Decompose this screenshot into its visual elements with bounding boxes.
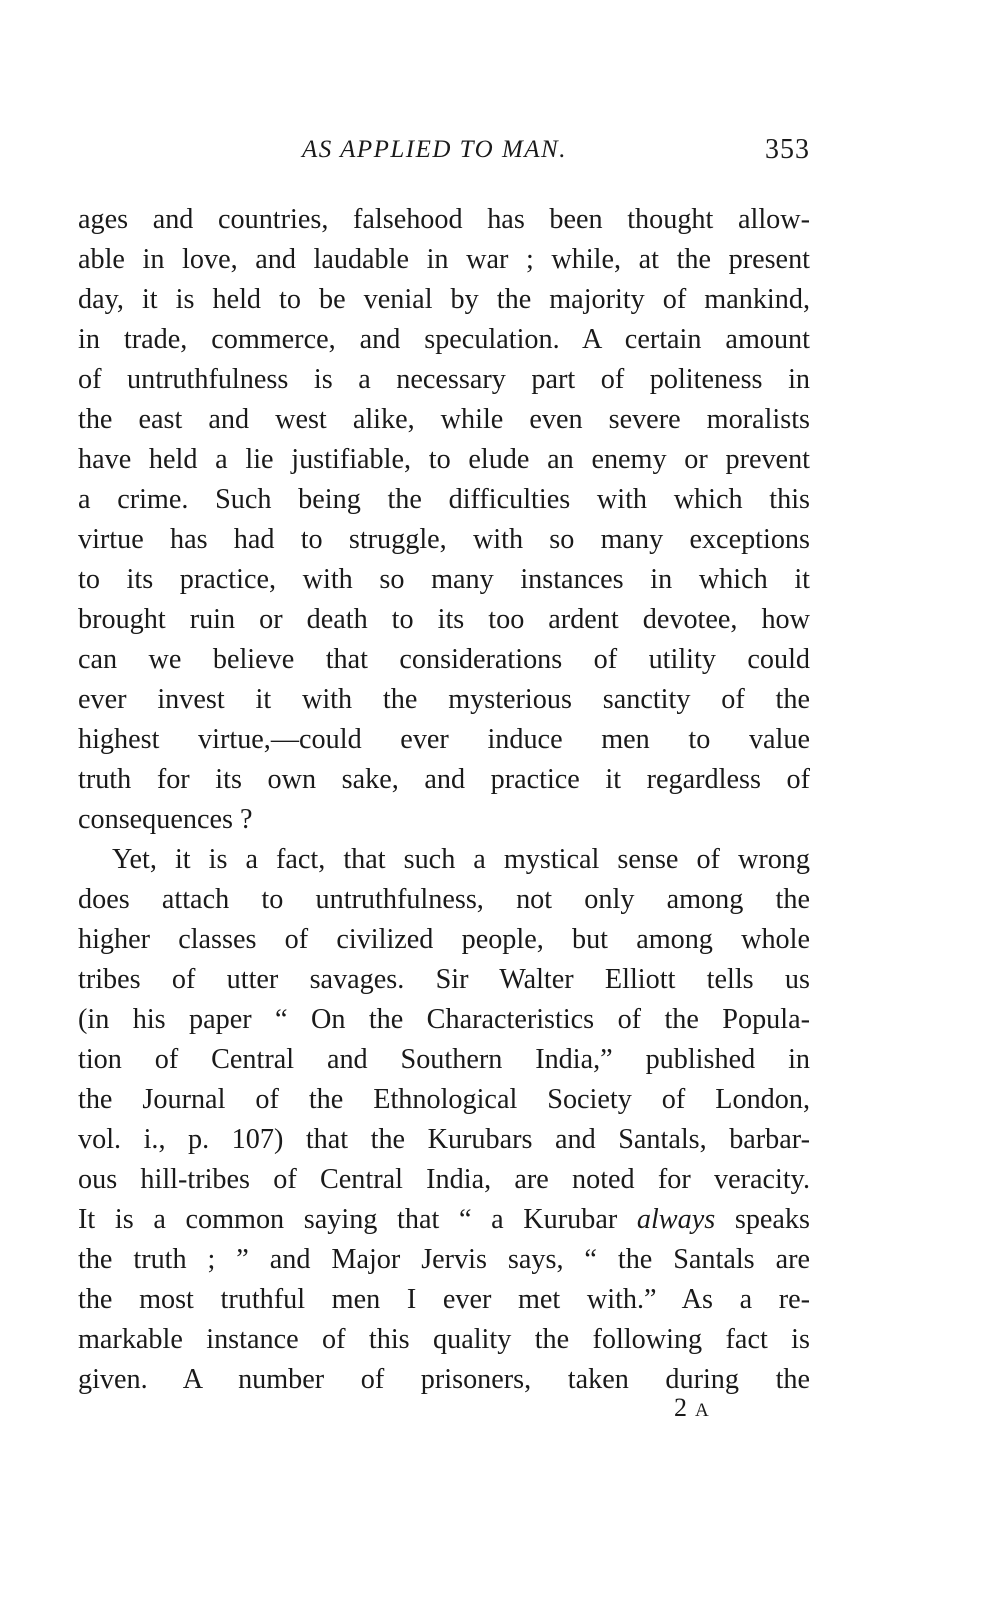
body-text [78,200,810,1400]
text-line: brought ruin or death to its too ardent devotee, how [78,604,810,635]
running-head [78,134,810,168]
text-line: the east and west alike, while even severe moralists [78,404,810,435]
text-line: to its practice, with so many instances in which it [78,564,810,595]
text-line: have held a lie justifiable, to elude an enemy or prevent [78,444,810,475]
signature-mark [674,1393,711,1423]
text-line: ous hill-tribes of Central India, are noted for veracity. [78,1164,810,1195]
text-line: virtue has had to struggle, with so many exceptions [78,524,810,555]
text-line: tribes of utter savages. Sir Walter Elliott tells us [78,964,810,995]
running-title: AS APPLIED TO MAN. [302,136,567,163]
text-line: truth for its own sake, and practice it regardless of [78,764,810,795]
text-line: does attach to untruthfulness, not only among the [78,884,810,915]
text-line: consequences ? [78,804,253,835]
text-line: vol. i., p. 107) that the Kurubars and Santals, barbar- [78,1124,810,1155]
page-number: 353 [765,134,810,165]
text-segment: speaks [734,1204,810,1235]
text-line: can we believe that considerations of utility could [78,644,810,675]
text-line: markable instance of this quality the following fact is [78,1324,810,1355]
text-line: the Journal of the Ethnological Society of London, [78,1084,810,1115]
text-line: the most truthful men I ever met with.” As a re- [78,1284,810,1315]
text-line: able in love, and laudable in war ; while, at the present [78,244,810,275]
text-line: higher classes of civilized people, but among whole [78,924,810,955]
text-line-with-italic [78,1200,810,1240]
text-line: day, it is held to be venial by the majority of mankind, [78,284,810,315]
text-line: Yet, it is a fact, that such a mystical sense of wrong [112,844,810,875]
text-line: ever invest it with the mysterious sanctity of the [78,684,810,715]
text-line: of untruthfulness is a necessary part of politeness in [78,364,810,395]
text-segment: It is a common saying that “ a Kurubar [78,1204,618,1235]
text-line: the truth ; ” and Major Jervis says, “ the Santals are [78,1244,810,1275]
text-line: tion of Central and Southern India,” published in [78,1044,810,1075]
text-line: a crime. Such being the difficulties with which this [78,484,810,515]
text-line: given. A number of prisoners, taken during the [78,1364,810,1395]
text-line: highest virtue,—could ever induce men to value [78,724,810,755]
text-line: in trade, commerce, and speculation. A certain amount [78,324,810,355]
italic-word: always [636,1204,716,1235]
text-line: (in his paper “ On the Characteristics of the Popula- [78,1004,810,1035]
signature-letter: A [695,1400,711,1421]
signature-number: 2 [674,1393,689,1422]
text-line: ages and countries, falsehood has been thought allow- [78,204,810,235]
